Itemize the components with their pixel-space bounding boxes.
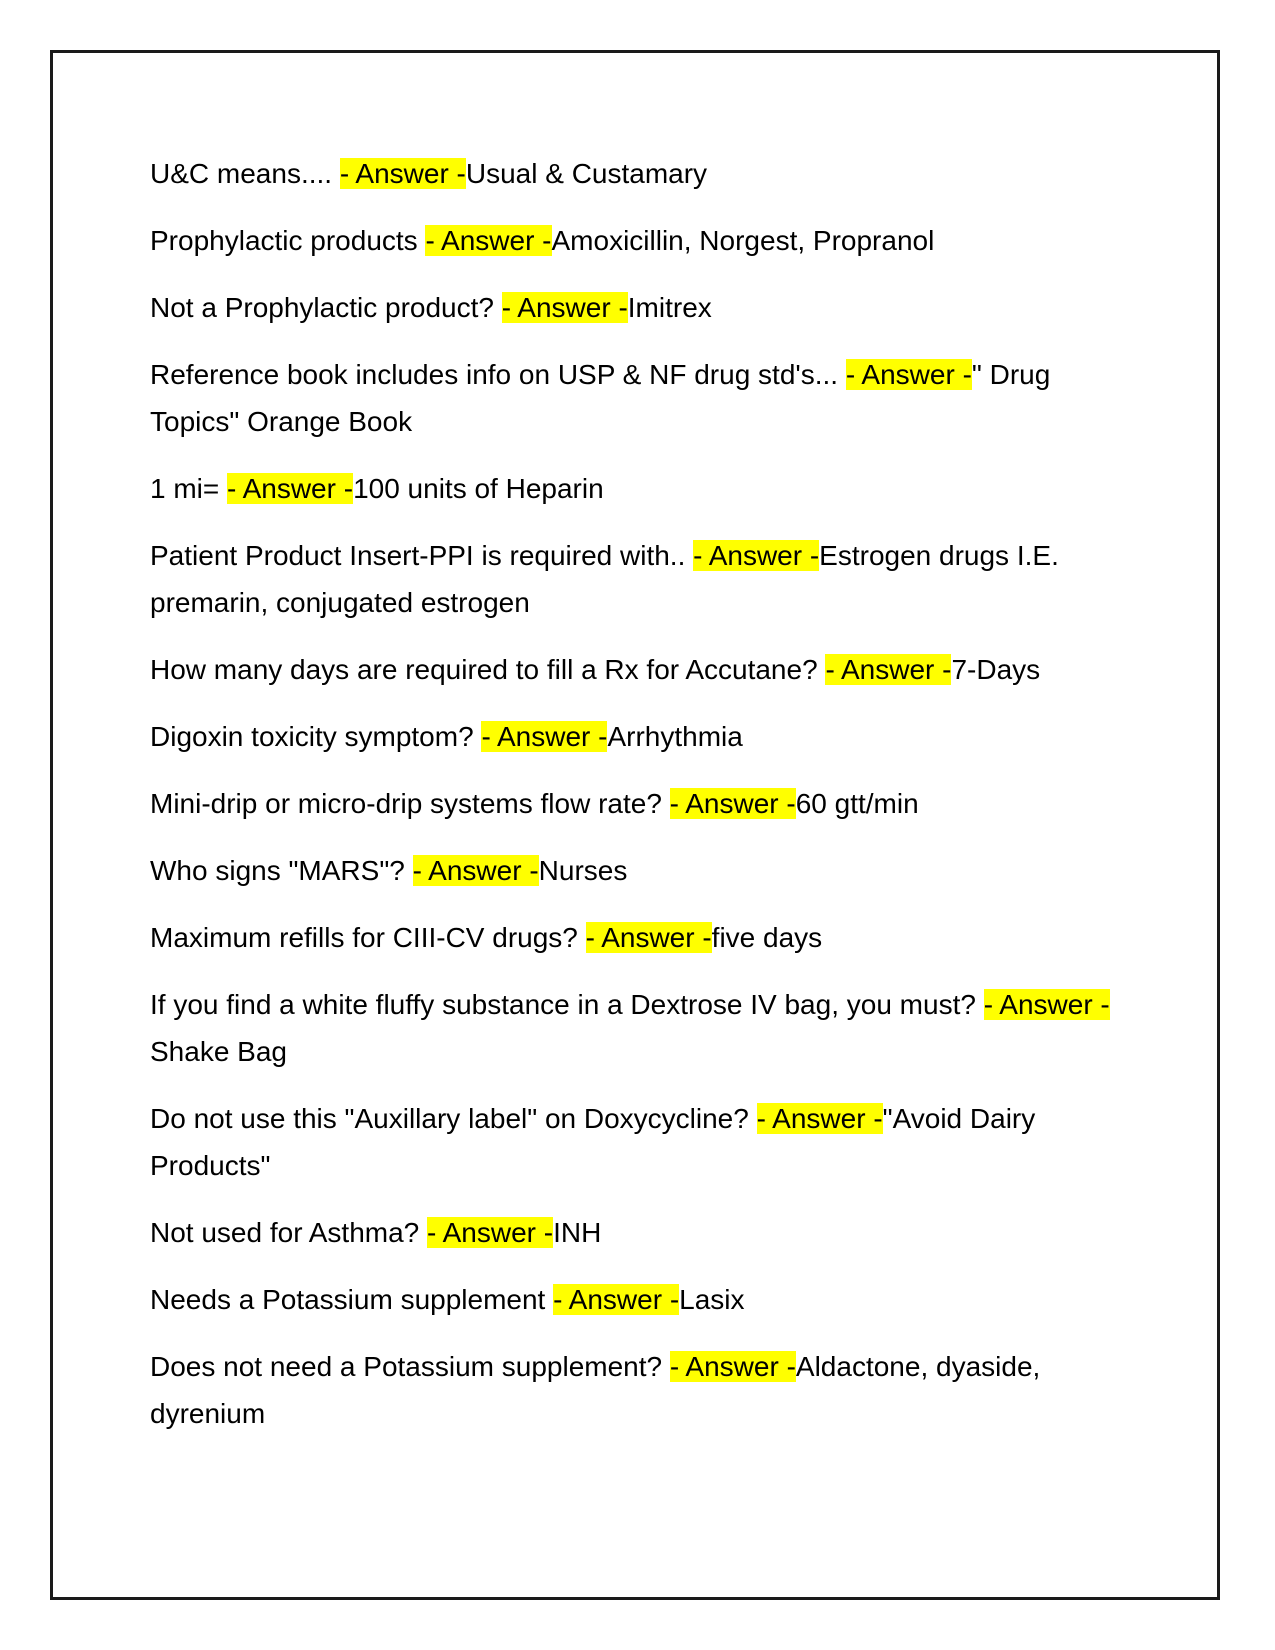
answer-text: Imitrex xyxy=(627,292,712,323)
question-text: Do not use this "Auxillary label" on Doxycycline? xyxy=(150,1103,757,1134)
answer-marker: - Answer - xyxy=(412,855,539,886)
answer-text: Nurses xyxy=(538,855,628,886)
question-text: Not a Prophylactic product? xyxy=(150,292,502,323)
answer-marker: - Answer - xyxy=(983,989,1110,1020)
qa-item xyxy=(150,981,1130,1075)
answer-marker: - Answer - xyxy=(669,1351,796,1382)
answer-marker: - Answer - xyxy=(339,158,466,189)
qa-item xyxy=(150,780,1130,827)
qa-item xyxy=(150,351,1130,445)
question-text: If you find a white fluffy substance in a Dextrose IV bag, you must? xyxy=(150,989,984,1020)
question-text: Needs a Potassium supplement xyxy=(150,1284,554,1315)
qa-item xyxy=(150,646,1130,693)
question-text: Maximum refills for CIII-CV drugs? xyxy=(150,922,586,953)
qa-item xyxy=(150,713,1130,760)
qa-item xyxy=(150,1343,1130,1437)
answer-marker: - Answer - xyxy=(425,225,552,256)
answer-marker: - Answer - xyxy=(585,922,712,953)
question-text: U&C means.... xyxy=(150,158,340,189)
answer-text: Shake Bag xyxy=(150,1036,287,1067)
answer-marker: - Answer - xyxy=(756,1103,883,1134)
qa-item xyxy=(150,914,1130,961)
answer-marker: - Answer - xyxy=(227,473,354,504)
answer-text: Usual & Custamary xyxy=(465,158,708,189)
qa-item xyxy=(150,1276,1130,1323)
answer-marker: - Answer - xyxy=(553,1284,680,1315)
answer-marker: - Answer - xyxy=(693,540,820,571)
question-text: Who signs "MARS"? xyxy=(150,855,413,886)
question-text: How many days are required to fill a Rx for Accutane? xyxy=(150,654,826,685)
answer-marker: - Answer - xyxy=(427,1217,554,1248)
qa-item xyxy=(150,150,1130,197)
answer-marker: - Answer - xyxy=(845,359,972,390)
question-text: Reference book includes info on USP & NF drug std's... xyxy=(150,359,846,390)
answer-text: "Avoid Dairy Products" xyxy=(150,1103,1036,1181)
qa-item xyxy=(150,217,1130,264)
answer-marker: - Answer - xyxy=(481,721,608,752)
question-text: 1 mi= xyxy=(150,473,228,504)
question-text: Patient Product Insert-PPI is required with.. xyxy=(150,540,694,571)
qa-item xyxy=(150,284,1130,331)
answer-text: Amoxicillin, Norgest, Propranol xyxy=(551,225,935,256)
answer-text: 60 gtt/min xyxy=(795,788,919,819)
question-text: Mini-drip or micro-drip systems flow rate? xyxy=(150,788,670,819)
qa-item xyxy=(150,532,1130,626)
answer-text: Arrhythmia xyxy=(607,721,743,752)
qa-item xyxy=(150,847,1130,894)
qa-item xyxy=(150,1209,1130,1256)
answer-text: 7-Days xyxy=(951,654,1041,685)
qa-item xyxy=(150,465,1130,512)
question-text: Prophylactic products xyxy=(150,225,426,256)
answer-marker: - Answer - xyxy=(501,292,628,323)
answer-text: five days xyxy=(711,922,823,953)
qa-list xyxy=(150,150,1130,1457)
answer-text: 100 units of Heparin xyxy=(353,473,604,504)
answer-text: " Drug Topics" Orange Book xyxy=(150,359,1051,437)
qa-item xyxy=(150,1095,1130,1189)
answer-text: Aldactone, dyaside, dyrenium xyxy=(150,1351,1041,1429)
question-text: Not used for Asthma? xyxy=(150,1217,428,1248)
answer-marker: - Answer - xyxy=(669,788,796,819)
answer-text: Estrogen drugs I.E. premarin, conjugated estrogen xyxy=(150,540,1059,618)
question-text: Does not need a Potassium supplement? xyxy=(150,1351,670,1382)
question-text: Digoxin toxicity symptom? xyxy=(150,721,482,752)
answer-text: INH xyxy=(553,1217,602,1248)
answer-text: Lasix xyxy=(679,1284,745,1315)
answer-marker: - Answer - xyxy=(825,654,952,685)
